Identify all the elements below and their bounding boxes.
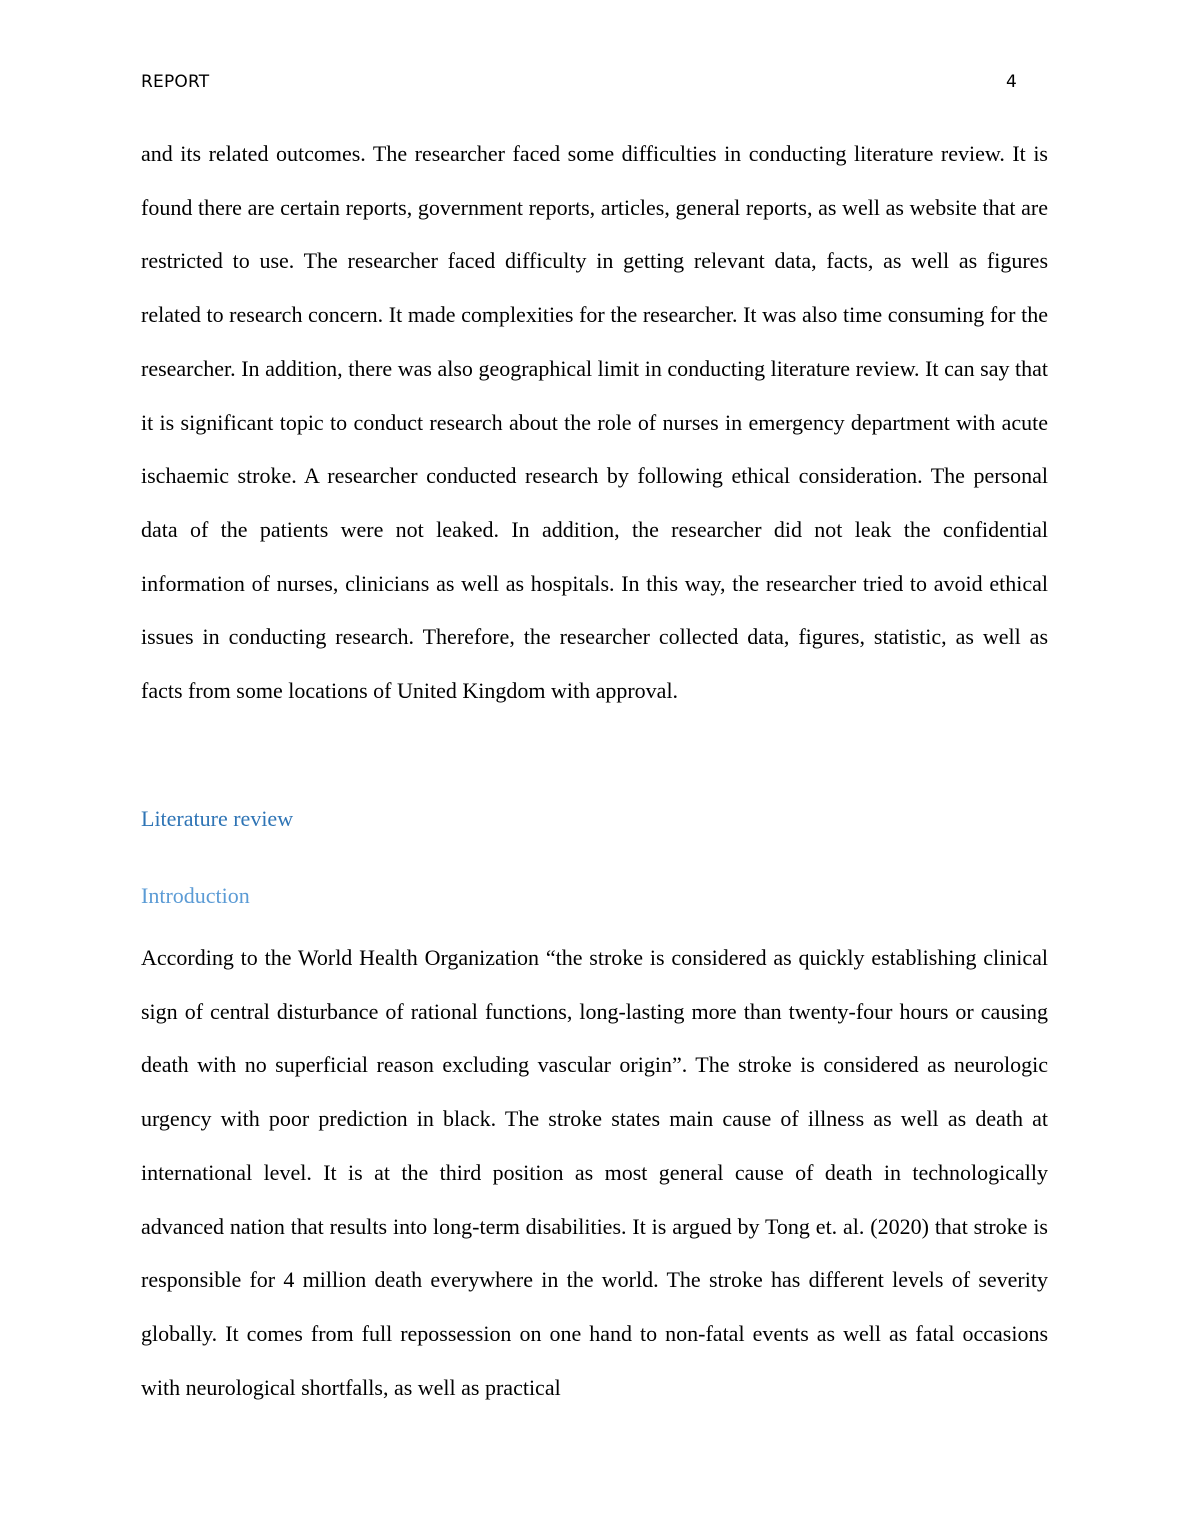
body-paragraph: According to the World Health Organization “the stroke is considered as quickly establishing clinical sign of central disturbance of rational functions, long-lasting more than twenty-four hours or causing death with no superficial reason excluding vascular origin”. The stroke is considered as neurologic urgency with poor prediction in black. The stroke states main cause of illness as well as death at international level. It is at the third position as most general cause of death in technologically advanced nation that results into long-term disabilities. It is argued by Tong et. al. (2020) that stroke is responsible for 4 million death everywhere in the world. The stroke has different levels of severity globally. It comes from full repossession on one hand to non-fatal events as well as fatal occasions with neurological shortfalls, as well as practical — [141, 945, 1048, 1400]
subsection-heading-introduction: Introduction — [141, 883, 250, 908]
page-number: 4 — [1006, 72, 1017, 92]
running-head: REPORT — [141, 72, 210, 92]
body-paragraph: and its related outcomes. The researcher faced some difficulties in conducting literature review. It is found there are certain reports, government reports, articles, general reports, as well as website that are restricted to use. The researcher faced difficulty in getting relevant data, facts, as well as figures related to research concern. It made complexities for the researcher. It was also time consuming for the researcher. In addition, there was also geographical limit in conducting literature review. It can say that it is significant topic to conduct research about the role of nurses in emergency department with acute ischaemic stroke. A researcher conducted research by following ethical consideration. The personal data of the patients were not leaked. In addition, the researcher did not leak the confidential information of nurses, clinicians as well as hospitals. In this way, the researcher tried to avoid ethical issues in conducting research. Therefore, the researcher collected data, figures, statistic, as well as facts from some locations of United Kingdom with approval. — [141, 141, 1048, 704]
section-heading-literature-review: Literature review — [141, 806, 294, 831]
